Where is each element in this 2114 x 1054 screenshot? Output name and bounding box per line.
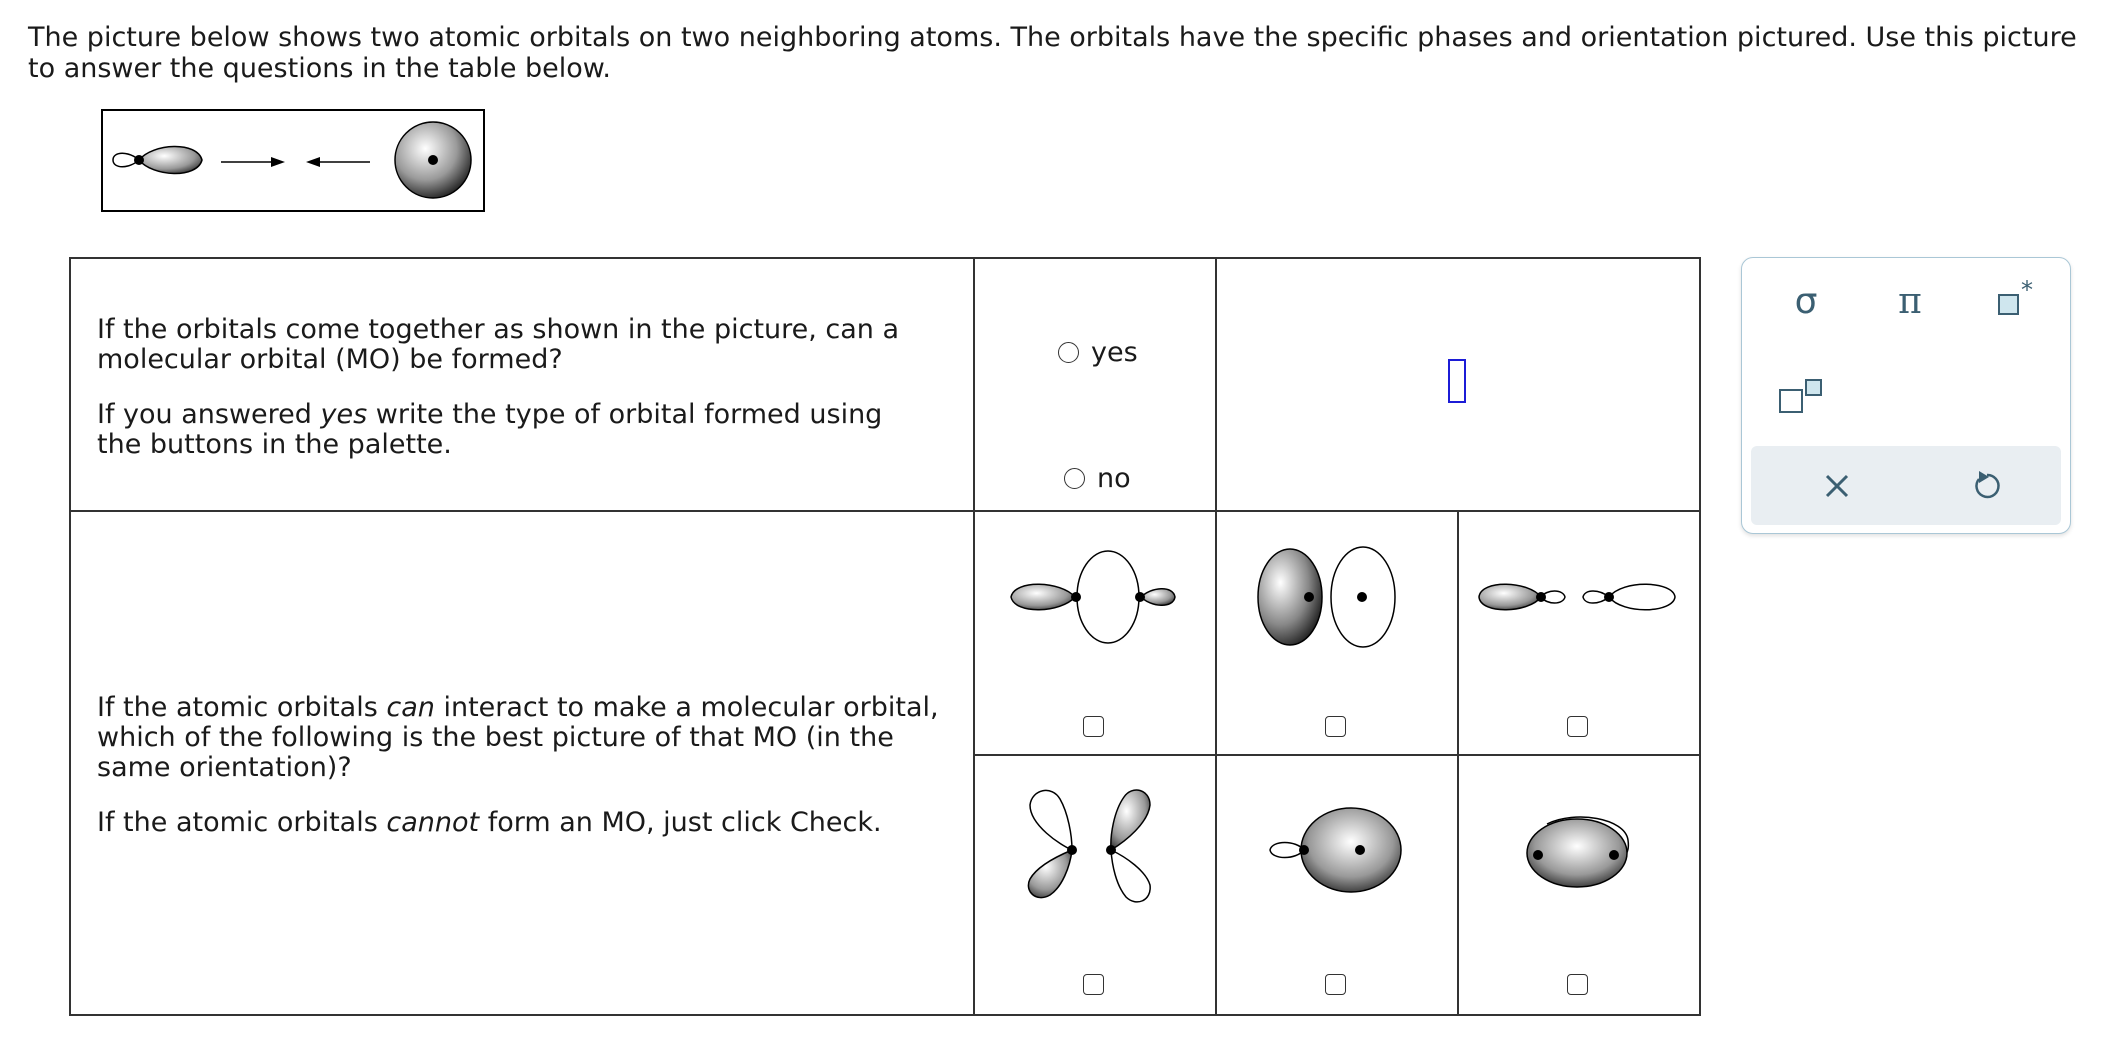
- mo-option-6-checkbox[interactable]: [1567, 974, 1588, 995]
- orbital-picture: [101, 109, 485, 212]
- question-1-text: [97, 315, 917, 485]
- radio-yes-label: yes: [1091, 337, 1138, 368]
- radio-no-label: no: [1097, 463, 1131, 494]
- sigma-button[interactable]: σ: [1794, 281, 1818, 322]
- undo-icon: [1965, 464, 2009, 508]
- mo-option-1-image: [1005, 545, 1195, 650]
- radio-yes[interactable]: [1058, 337, 1138, 368]
- mo-option-3-image: [1473, 565, 1683, 625]
- antibonding-star-button[interactable]: [1994, 276, 2042, 328]
- mo-option-3-checkbox[interactable]: [1567, 716, 1588, 737]
- mo-option-2-image: [1255, 545, 1415, 655]
- radio-no-circle[interactable]: [1064, 468, 1085, 489]
- superscript-icon: [1776, 374, 1828, 418]
- radio-no[interactable]: [1064, 463, 1131, 494]
- question-1-prompt: If the orbitals come together as shown in the picture, can a molecular orbital (MO) be formed?: [97, 314, 900, 375]
- superscript-button[interactable]: [1776, 374, 1828, 418]
- undo-button[interactable]: [1965, 464, 2009, 508]
- question-1-instruction: If you answered yes write the type of orbital formed using the buttons in the palette.: [97, 399, 883, 460]
- mo-option-4-checkbox[interactable]: [1083, 974, 1104, 995]
- clear-button[interactable]: [1815, 464, 1859, 508]
- mo-option-5-checkbox[interactable]: [1325, 974, 1346, 995]
- mo-option-5-image: [1262, 800, 1412, 900]
- question-2-text: [97, 693, 947, 863]
- mo-option-6-image: [1515, 800, 1645, 900]
- mo-type-answer-input[interactable]: [1448, 359, 1466, 403]
- question-2-prompt: If the atomic orbitals can interact to make a molecular orbital, which of the following is the best picture of that MO (in the same orientation)?: [97, 692, 939, 783]
- mo-option-4-image: [1010, 775, 1170, 925]
- question-2-instruction: If the atomic orbitals cannot form an MO, just click Check.: [97, 807, 882, 838]
- intro-text: The picture below shows two atomic orbitals on two neighboring atoms. The orbitals have the specific phases and orientation pictured. Use this picture to answer the questions in the table below.: [28, 22, 2077, 84]
- palette-footer: [1751, 446, 2061, 525]
- radio-yes-circle[interactable]: [1058, 342, 1079, 363]
- star-label: *: [2021, 276, 2033, 304]
- mo-option-1-checkbox[interactable]: [1083, 716, 1104, 737]
- symbol-palette: [1741, 257, 2071, 534]
- pi-button[interactable]: π: [1898, 281, 1922, 322]
- close-icon: [1815, 464, 1859, 508]
- placeholder-box-icon: [1998, 294, 2019, 315]
- mo-option-2-checkbox[interactable]: [1325, 716, 1346, 737]
